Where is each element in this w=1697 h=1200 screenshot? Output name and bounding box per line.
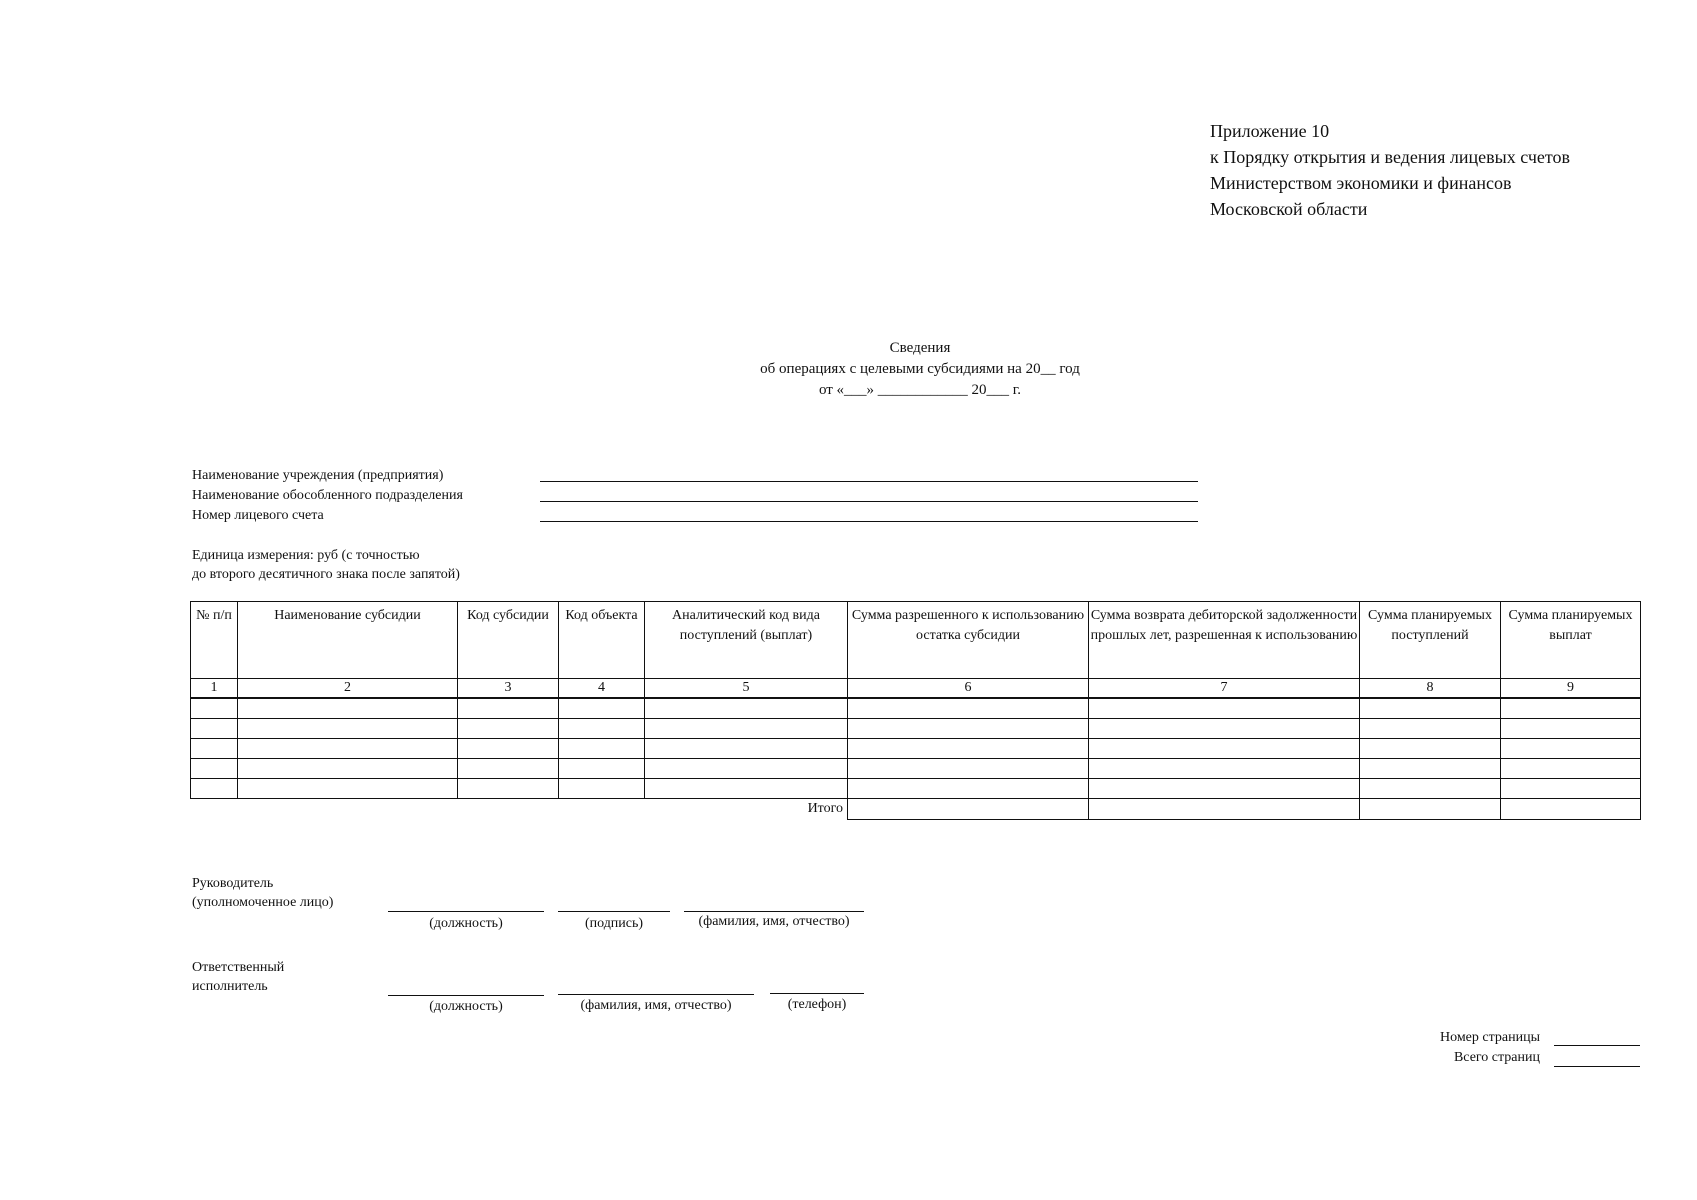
executor-label-line-1: Ответственный	[192, 960, 285, 975]
table-row	[191, 779, 1641, 799]
head-position-line[interactable]	[388, 911, 544, 912]
head-label-line-1: Руководитель	[192, 876, 274, 891]
appendix-line-3: Министерством экономики и финансов	[1210, 173, 1512, 193]
unit-line-2: до второго десятичного знака после запятой)	[192, 567, 460, 582]
col-num-8: 8	[1360, 679, 1501, 699]
org-label: Наименование учреждения (предприятия)	[192, 468, 444, 483]
table-cell[interactable]	[559, 698, 645, 719]
total-label: Итого	[807, 801, 843, 816]
unit-line-1: Единица измерения: руб (с точностью	[192, 548, 420, 563]
table-cell[interactable]	[1089, 719, 1360, 739]
col-num-7: 7	[1089, 679, 1360, 699]
table-row	[191, 719, 1641, 739]
col-num-9: 9	[1501, 679, 1641, 699]
table-cell[interactable]	[1089, 759, 1360, 779]
account-field-line[interactable]	[540, 521, 1198, 522]
appendix-note	[1210, 118, 1570, 222]
header-col-6: Сумма разрешенного к использованию остатка субсидии	[848, 602, 1089, 679]
table-cell[interactable]	[1501, 779, 1641, 799]
table-cell[interactable]	[238, 739, 458, 759]
header-col-9: Сумма планируемых выплат	[1501, 602, 1641, 679]
page-number-line[interactable]	[1554, 1045, 1640, 1046]
total-cell-9[interactable]	[1501, 799, 1641, 820]
header-col-3: Код субсидии	[458, 602, 559, 679]
document-title	[680, 338, 1160, 401]
total-cell-8[interactable]	[1360, 799, 1501, 820]
table-cell[interactable]	[191, 779, 238, 799]
table-header-row	[191, 602, 1641, 679]
col-num-5: 5	[645, 679, 848, 699]
header-col-5: Аналитический код вида поступлений (выплат)	[645, 602, 848, 679]
table-cell[interactable]	[1089, 779, 1360, 799]
table-cell[interactable]	[1360, 759, 1501, 779]
table-cell[interactable]	[559, 719, 645, 739]
subsidy-table	[190, 601, 1641, 820]
header-col-4: Код объекта	[559, 602, 645, 679]
table-cell[interactable]	[645, 719, 848, 739]
col-num-1: 1	[191, 679, 238, 699]
executor-position-caption: (должность)	[429, 999, 503, 1014]
table-cell[interactable]	[848, 739, 1089, 759]
header-col-8: Сумма планируемых поступлений	[1360, 602, 1501, 679]
table-cell[interactable]	[238, 698, 458, 719]
executor-fio-line[interactable]	[558, 994, 754, 995]
executor-fio-caption: (фамилия, имя, отчество)	[580, 998, 732, 1013]
division-row	[192, 486, 463, 506]
table-cell[interactable]	[238, 719, 458, 739]
table-cell[interactable]	[1089, 739, 1360, 759]
table-cell[interactable]	[191, 739, 238, 759]
table-cell[interactable]	[191, 719, 238, 739]
table-cell[interactable]	[1501, 698, 1641, 719]
col-num-2: 2	[238, 679, 458, 699]
head-fio-line[interactable]	[684, 911, 864, 912]
table-cell[interactable]	[1360, 719, 1501, 739]
head-signature-caption: (подпись)	[584, 916, 644, 931]
appendix-line-4: Московской области	[1210, 199, 1368, 219]
head-fio-caption: (фамилия, имя, отчество)	[698, 914, 850, 929]
head-position-caption: (должность)	[429, 916, 503, 931]
executor-phone-caption: (телефон)	[787, 997, 847, 1012]
table-row	[191, 759, 1641, 779]
account-row	[192, 506, 463, 526]
table-row	[191, 739, 1641, 759]
title-line-1: Сведения	[889, 340, 951, 356]
total-row	[191, 799, 1641, 820]
table-cell[interactable]	[559, 779, 645, 799]
division-field-line[interactable]	[540, 501, 1198, 502]
account-label: Номер лицевого счета	[192, 508, 324, 523]
header-col-7: Сумма возврата дебиторской задолженности прошлых лет, разрешенная к использованию	[1089, 602, 1360, 679]
table-row	[191, 698, 1641, 719]
title-line-3: от «___» ____________ 20___ г.	[818, 382, 1022, 398]
table-cell[interactable]	[1501, 759, 1641, 779]
executor-label	[192, 958, 284, 996]
total-pages-label: Всего страниц	[1453, 1050, 1540, 1065]
table-cell[interactable]	[238, 759, 458, 779]
table-cell[interactable]	[559, 759, 645, 779]
total-pages-line[interactable]	[1554, 1066, 1640, 1067]
col-num-6: 6	[848, 679, 1089, 699]
table-cell[interactable]	[848, 779, 1089, 799]
table-cell[interactable]	[458, 719, 559, 739]
organization-info	[192, 466, 463, 526]
column-number-row	[191, 679, 1641, 699]
unit-of-measure	[192, 546, 460, 584]
org-row	[192, 466, 463, 486]
table-cell[interactable]	[559, 739, 645, 759]
col-num-4: 4	[559, 679, 645, 699]
head-signature-line[interactable]	[558, 911, 670, 912]
appendix-line-2: к Порядку открытия и ведения лицевых счетов	[1210, 147, 1571, 167]
table-cell[interactable]	[848, 759, 1089, 779]
table-cell[interactable]	[848, 719, 1089, 739]
total-cell-6[interactable]	[848, 799, 1089, 820]
header-col-1: № п/п	[191, 602, 238, 679]
org-field-line[interactable]	[540, 481, 1198, 482]
table-cell[interactable]	[645, 698, 848, 719]
table-cell[interactable]	[458, 739, 559, 759]
table-cell[interactable]	[1360, 698, 1501, 719]
head-label-line-2: (уполномоченное лицо)	[192, 895, 334, 910]
col-num-3: 3	[458, 679, 559, 699]
table-cell[interactable]	[458, 698, 559, 719]
table-cell[interactable]	[645, 739, 848, 759]
table-cell[interactable]	[238, 779, 458, 799]
table-cell[interactable]	[848, 698, 1089, 719]
table-cell[interactable]	[191, 698, 238, 719]
executor-phone-line[interactable]	[770, 993, 864, 994]
table-cell[interactable]	[458, 759, 559, 779]
header-col-2: Наименование субсидии	[238, 602, 458, 679]
table-cell[interactable]	[1360, 739, 1501, 759]
executor-label-line-2: исполнитель	[192, 979, 268, 994]
page-number-label: Номер страницы	[1439, 1030, 1540, 1045]
head-label	[192, 874, 333, 912]
table-cell[interactable]	[1501, 719, 1641, 739]
executor-position-line[interactable]	[388, 995, 544, 996]
table-cell[interactable]	[645, 779, 848, 799]
table-cell[interactable]	[645, 759, 848, 779]
appendix-line-1: Приложение 10	[1210, 121, 1330, 141]
table-cell[interactable]	[1501, 739, 1641, 759]
total-cell-7[interactable]	[1089, 799, 1360, 820]
division-label: Наименование обособленного подразделения	[192, 488, 463, 503]
table-cell[interactable]	[1360, 779, 1501, 799]
table-cell[interactable]	[191, 759, 238, 779]
table-cell[interactable]	[458, 779, 559, 799]
table-cell[interactable]	[1089, 698, 1360, 719]
title-line-2: об операциях с целевыми субсидиями на 20__ год	[760, 361, 1080, 377]
